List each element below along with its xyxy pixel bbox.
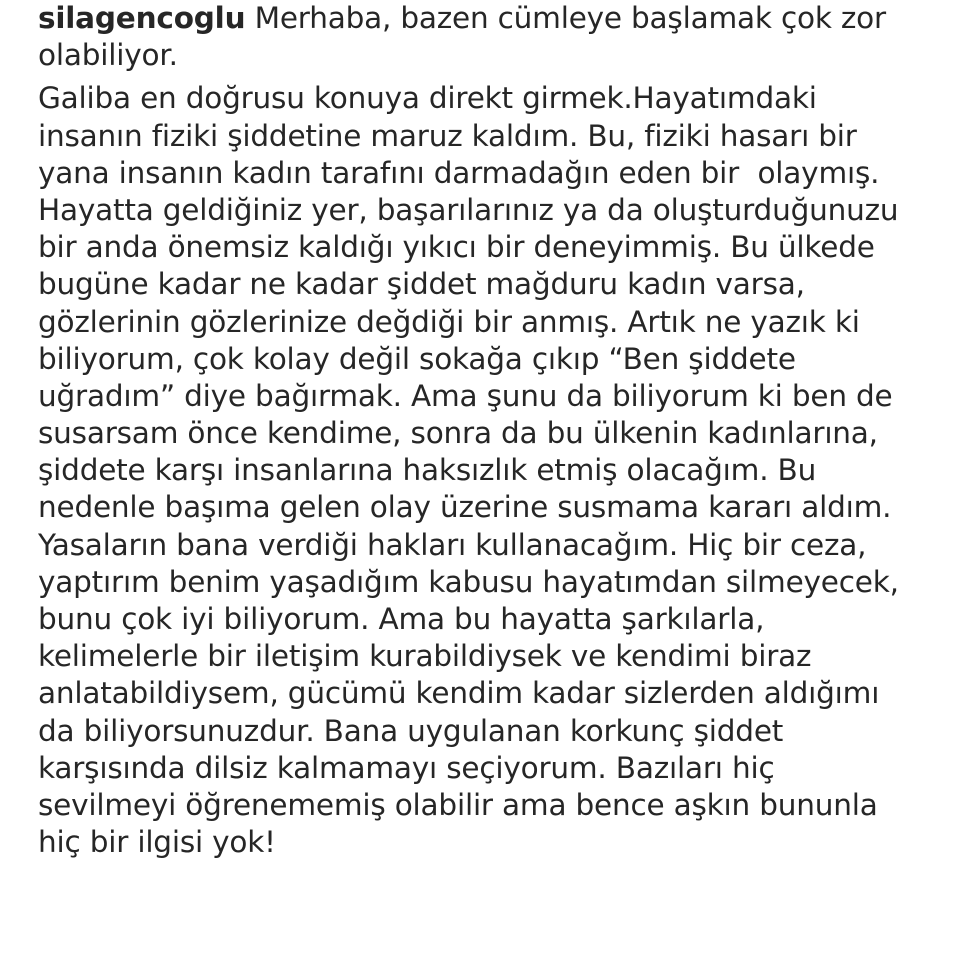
caption-line: susarsam önce kendime, sonra da bu ülkenin kadınlarına, — [38, 416, 878, 451]
caption-line: insanın fiziki şiddetine maruz kaldım. Bu, fiziki hasarı bir — [38, 118, 857, 153]
caption-line: da biliyorsunuzdur. Bana uygulanan korkunç şiddet — [38, 713, 784, 748]
caption-line — [38, 0, 960, 37]
caption-line: biliyorum, çok kolay değil sokağa çıkıp “Ben şiddete — [38, 341, 796, 376]
caption-line: Yasaların bana verdiği hakları kullanacağım. Hiç bir ceza, — [38, 527, 867, 562]
caption-line: olabiliyor. — [38, 38, 178, 73]
caption-line: gözlerinin gözlerinize değdiği bir anmış. Artık ne yazık ki — [38, 304, 860, 339]
caption-line: karşısında dilsiz kalmamayı seçiyorum. Bazıları hiç — [38, 750, 775, 785]
caption-line: yana insanın kadın tarafını darmadağın eden bir olaymış. — [38, 155, 880, 190]
caption-line: şiddete karşı insanlarına haksızlık etmiş olacağım. Bu — [38, 453, 817, 488]
caption-line: sevilmeyi öğrenememiş olabilir ama bence aşkın bununla — [38, 787, 878, 822]
caption-line: bir anda önemsiz kaldığı yıkıcı bir deneyimmiş. Bu ülkede — [38, 230, 875, 265]
caption-line: nedenle başıma gelen olay üzerine susmama kararı aldım. — [38, 490, 892, 525]
caption-line: bugüne kadar ne kadar şiddet mağduru kadın varsa, — [38, 267, 805, 302]
caption-line: anlatabildiysem, gücümü kendim kadar sizlerden aldığımı — [38, 676, 880, 711]
caption-line: uğradım” diye bağırmak. Ama şunu da biliyorum ki ben de — [38, 378, 893, 413]
caption-line: yaptırım benim yaşadığım kabusu hayatımdan silmeyecek, — [38, 564, 899, 599]
username-link[interactable]: silagencoglu — [38, 1, 246, 35]
caption-line: hiç bir ilgisi yok! — [38, 825, 276, 860]
post-caption — [38, 0, 960, 861]
caption-line: bunu çok iyi biliyorum. Ama bu hayatta şarkılarla, — [38, 602, 765, 636]
caption-text: Merhaba, bazen cümleye başlamak çok zor — [254, 1, 886, 35]
caption-line: Galiba en doğrusu konuya direkt girmek.Hayatımdaki — [38, 81, 817, 116]
caption-line: Hayatta geldiğiniz yer, başarılarınız ya da oluşturduğunuzu — [38, 192, 899, 227]
caption-line: kelimelerle bir iletişim kurabildiysek ve kendimi biraz — [38, 639, 812, 674]
